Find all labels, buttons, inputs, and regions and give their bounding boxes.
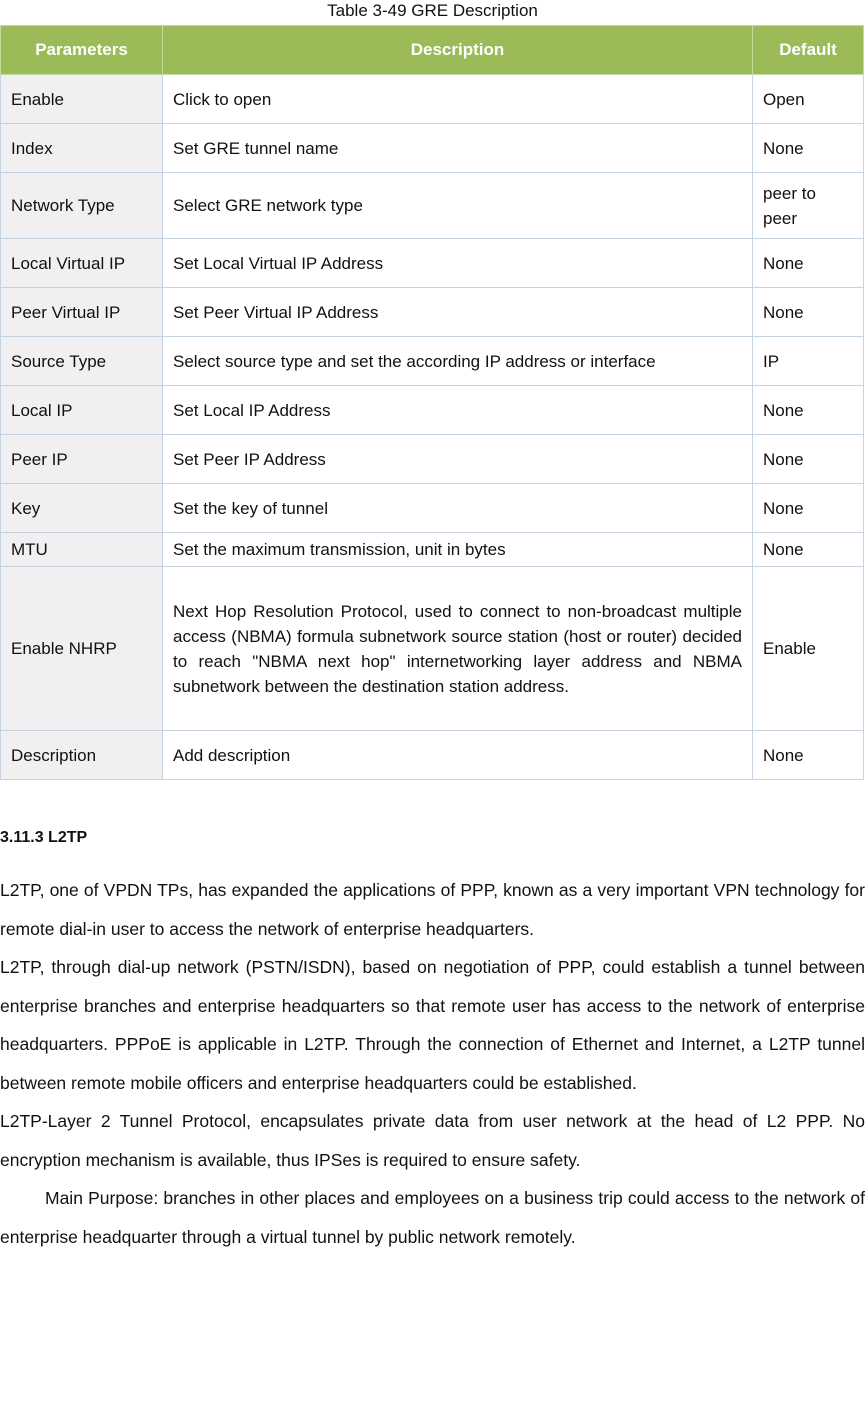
paragraph: L2TP, through dial-up network (PSTN/ISDN), based on negotiation of PPP, could establish a tunnel between enterprise branches and enterprise headquarters so that remote user has access to the network of enterprise headquarters. PPPoE is applicable in L2TP. Through the connection of Ethernet and Internet, a L2TP tunnel between remote mobile officers and enterprise headquarters could be established. [0,957,865,1093]
header-description: Description [163,26,753,75]
header-default: Default [753,26,864,75]
description-cell: Select GRE network type [163,173,753,239]
description-cell: Set GRE tunnel name [163,124,753,173]
default-cell: None [753,124,864,173]
param-cell: Network Type [1,173,163,239]
description-cell: Set the maximum transmission, unit in bytes [163,533,753,567]
param-cell: Enable [1,75,163,124]
table-row [1,533,864,567]
table-header-row [1,26,864,75]
param-cell: Index [1,124,163,173]
section-heading: 3.11.3 L2TP [0,829,88,846]
table-row [1,386,864,435]
table-row [1,567,864,731]
table-row [1,173,864,239]
param-cell: Source Type [1,337,163,386]
default-cell: Enable [753,567,864,731]
section-body [0,871,865,1256]
default-cell: None [753,731,864,780]
description-cell: Set Local IP Address [163,386,753,435]
param-cell: Key [1,484,163,533]
param-cell: Peer Virtual IP [1,288,163,337]
paragraph: L2TP-Layer 2 Tunnel Protocol, encapsulates private data from user network at the head of L2 PPP. No encryption mechanism is available, thus IPSes is required to ensure safety. [0,1111,865,1170]
default-cell: IP [753,337,864,386]
default-cell: None [753,288,864,337]
table-caption: Table 3-49 GRE Description [327,1,538,20]
table-row [1,435,864,484]
default-cell: peer to peer [753,173,864,239]
param-cell: Local IP [1,386,163,435]
description-cell: Set Peer Virtual IP Address [163,288,753,337]
default-cell: Open [753,75,864,124]
default-cell: None [753,435,864,484]
table-row [1,731,864,780]
table-row [1,484,864,533]
param-cell: MTU [1,533,163,567]
table-row [1,75,864,124]
gre-description-table [0,25,864,780]
param-cell: Peer IP [1,435,163,484]
table-row [1,288,864,337]
default-cell: None [753,386,864,435]
description-cell: Select source type and set the according IP address or interface [163,337,753,386]
param-cell: Description [1,731,163,780]
paragraph: L2TP, one of VPDN TPs, has expanded the applications of PPP, known as a very important VPN technology for remote dial-in user to access the network of enterprise headquarters. [0,880,865,939]
description-cell: Set Local Virtual IP Address [163,239,753,288]
description-cell: Set the key of tunnel [163,484,753,533]
table-row [1,337,864,386]
default-cell: None [753,239,864,288]
paragraph: Main Purpose: branches in other places and employees on a business trip could access to the network of enterprise headquarter through a virtual tunnel by public network remotely. [0,1188,865,1247]
param-cell: Enable NHRP [1,567,163,731]
description-cell: Add description [163,731,753,780]
description-cell: Set Peer IP Address [163,435,753,484]
default-cell: None [753,533,864,567]
description-cell: Click to open [163,75,753,124]
default-cell: None [753,484,864,533]
header-parameters: Parameters [1,26,163,75]
param-cell: Local Virtual IP [1,239,163,288]
description-cell: Next Hop Resolution Protocol, used to connect to non-broadcast multiple access (NBMA) formula subnetwork source station (host or router) decided to reach "NBMA next hop" internetworking layer address and NBMA subnetwork between the destination station address. [163,567,753,731]
table-row [1,124,864,173]
table-row [1,239,864,288]
